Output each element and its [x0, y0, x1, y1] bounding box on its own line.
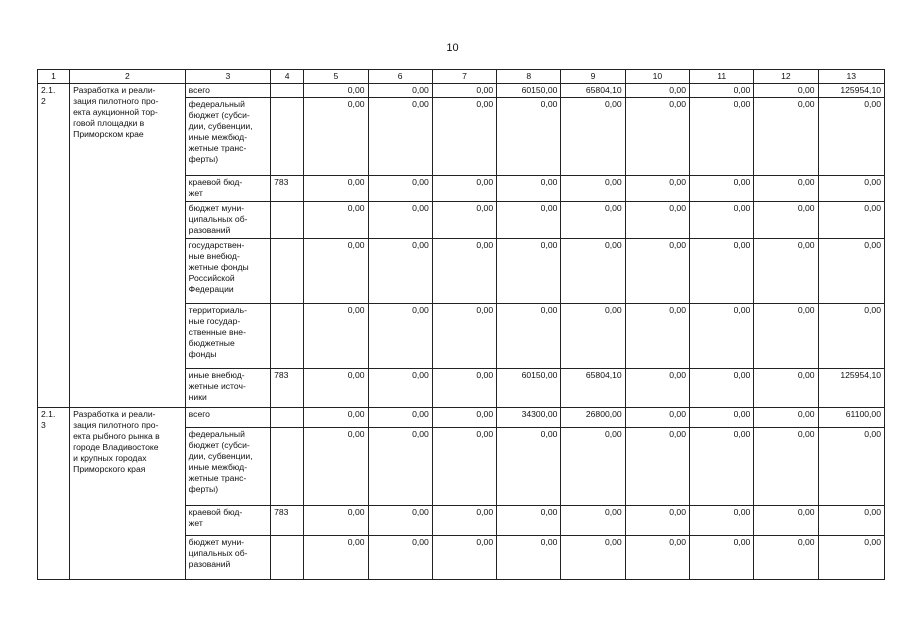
value-cell: 65804,10: [561, 84, 625, 98]
value-cell: 0,00: [625, 239, 689, 304]
value-cell: 0,00: [432, 369, 496, 408]
funding-source: государствен- ные внебюд- жетные фонды Российской Федерации: [185, 239, 270, 304]
value-cell: 0,00: [625, 176, 689, 202]
value-cell: 0,00: [625, 408, 689, 428]
budget-code: [271, 536, 304, 580]
value-cell: 0,00: [497, 304, 561, 369]
value-cell: 0,00: [497, 176, 561, 202]
header-cell: 1: [38, 70, 70, 84]
value-cell: 0,00: [690, 506, 754, 536]
value-cell: 0,00: [497, 239, 561, 304]
value-cell: 0,00: [690, 304, 754, 369]
value-cell: 0,00: [625, 84, 689, 98]
value-cell: 0,00: [432, 239, 496, 304]
value-cell: 125954,10: [818, 369, 884, 408]
budget-code: [271, 202, 304, 239]
budget-code: [271, 239, 304, 304]
value-cell: 0,00: [432, 304, 496, 369]
value-cell: 0,00: [754, 202, 818, 239]
value-cell: 0,00: [368, 84, 432, 98]
value-cell: 0,00: [304, 176, 368, 202]
header-cell: 4: [271, 70, 304, 84]
header-cell: 13: [818, 70, 884, 84]
value-cell: 0,00: [690, 98, 754, 176]
header-row: [38, 70, 885, 84]
table-row: [38, 84, 885, 98]
value-cell: 0,00: [368, 239, 432, 304]
value-cell: 61100,00: [818, 408, 884, 428]
value-cell: 0,00: [754, 98, 818, 176]
value-cell: 0,00: [304, 536, 368, 580]
value-cell: 0,00: [432, 176, 496, 202]
budget-code: [271, 98, 304, 176]
value-cell: 0,00: [497, 98, 561, 176]
value-cell: 0,00: [304, 428, 368, 506]
header-cell: 10: [625, 70, 689, 84]
value-cell: 0,00: [818, 202, 884, 239]
funding-source: бюджет муни- ципальных об- разований: [185, 536, 270, 580]
value-cell: 0,00: [497, 428, 561, 506]
item-name: Разработка и реали- зация пилотного про- екта рыбного рынка в городе Владивостоке и крупных городах Приморского края: [70, 408, 186, 580]
value-cell: 0,00: [368, 304, 432, 369]
value-cell: 0,00: [432, 428, 496, 506]
value-cell: 0,00: [304, 202, 368, 239]
value-cell: 0,00: [818, 176, 884, 202]
value-cell: 65804,10: [561, 369, 625, 408]
funding-source: краевой бюд- жет: [185, 176, 270, 202]
value-cell: 0,00: [690, 84, 754, 98]
funding-source: всего: [185, 84, 270, 98]
budget-code: 783: [271, 369, 304, 408]
value-cell: 0,00: [561, 304, 625, 369]
value-cell: 0,00: [497, 202, 561, 239]
value-cell: 0,00: [561, 428, 625, 506]
value-cell: 0,00: [625, 536, 689, 580]
funding-source: иные внебюд- жетные источ- ники: [185, 369, 270, 408]
value-cell: 0,00: [304, 84, 368, 98]
value-cell: 0,00: [818, 428, 884, 506]
value-cell: 0,00: [432, 202, 496, 239]
value-cell: 60150,00: [497, 84, 561, 98]
value-cell: 34300,00: [497, 408, 561, 428]
value-cell: 0,00: [368, 506, 432, 536]
header-cell: 3: [185, 70, 270, 84]
value-cell: 0,00: [368, 202, 432, 239]
value-cell: 0,00: [304, 98, 368, 176]
funding-source: федеральный бюджет (субси- дии, субвенции, иные межбюд- жетные транс- ферты): [185, 428, 270, 506]
value-cell: 0,00: [690, 408, 754, 428]
value-cell: 60150,00: [497, 369, 561, 408]
value-cell: 0,00: [754, 176, 818, 202]
value-cell: 0,00: [304, 408, 368, 428]
value-cell: 0,00: [754, 428, 818, 506]
item-index: 2.1. 3: [38, 408, 70, 580]
funding-source: краевой бюд- жет: [185, 506, 270, 536]
budget-code: [271, 408, 304, 428]
header-cell: 6: [368, 70, 432, 84]
value-cell: 0,00: [368, 536, 432, 580]
value-cell: 0,00: [304, 239, 368, 304]
value-cell: 0,00: [754, 304, 818, 369]
value-cell: 0,00: [754, 239, 818, 304]
funding-source: федеральный бюджет (субси- дии, субвенции, иные межбюд- жетные транс- ферты): [185, 98, 270, 176]
value-cell: 0,00: [818, 304, 884, 369]
value-cell: 0,00: [304, 304, 368, 369]
budget-code: 783: [271, 176, 304, 202]
header-cell: 12: [754, 70, 818, 84]
value-cell: 26800,00: [561, 408, 625, 428]
value-cell: 0,00: [304, 369, 368, 408]
value-cell: 0,00: [818, 536, 884, 580]
table-body: [38, 84, 885, 580]
value-cell: 0,00: [561, 239, 625, 304]
budget-table: [37, 69, 885, 580]
value-cell: 0,00: [561, 98, 625, 176]
value-cell: 0,00: [625, 98, 689, 176]
budget-code: 783: [271, 506, 304, 536]
header-cell: 7: [432, 70, 496, 84]
value-cell: 0,00: [690, 239, 754, 304]
funding-source: всего: [185, 408, 270, 428]
header-cell: 2: [70, 70, 186, 84]
value-cell: 0,00: [754, 506, 818, 536]
item-index: 2.1. 2: [38, 84, 70, 408]
value-cell: 0,00: [561, 176, 625, 202]
value-cell: 0,00: [432, 84, 496, 98]
table-row: [38, 408, 885, 428]
value-cell: 0,00: [304, 506, 368, 536]
value-cell: 0,00: [754, 84, 818, 98]
value-cell: 0,00: [754, 536, 818, 580]
value-cell: 0,00: [625, 369, 689, 408]
value-cell: 0,00: [754, 369, 818, 408]
value-cell: 0,00: [368, 98, 432, 176]
value-cell: 0,00: [690, 369, 754, 408]
value-cell: 0,00: [625, 202, 689, 239]
value-cell: 0,00: [368, 408, 432, 428]
value-cell: 0,00: [690, 176, 754, 202]
value-cell: 0,00: [368, 428, 432, 506]
value-cell: 0,00: [368, 176, 432, 202]
budget-code: [271, 428, 304, 506]
value-cell: 0,00: [818, 98, 884, 176]
budget-code: [271, 84, 304, 98]
value-cell: 0,00: [754, 408, 818, 428]
value-cell: 0,00: [625, 304, 689, 369]
value-cell: 0,00: [690, 536, 754, 580]
budget-code: [271, 304, 304, 369]
header-cell: 8: [497, 70, 561, 84]
value-cell: 0,00: [561, 536, 625, 580]
value-cell: 0,00: [368, 369, 432, 408]
value-cell: 0,00: [625, 428, 689, 506]
value-cell: 0,00: [690, 428, 754, 506]
value-cell: 0,00: [432, 536, 496, 580]
value-cell: 0,00: [497, 506, 561, 536]
header-cell: 11: [690, 70, 754, 84]
value-cell: 0,00: [561, 506, 625, 536]
value-cell: 0,00: [432, 98, 496, 176]
value-cell: 0,00: [561, 202, 625, 239]
value-cell: 0,00: [818, 506, 884, 536]
value-cell: 0,00: [818, 239, 884, 304]
page-number: 10: [446, 42, 459, 54]
funding-source: территориаль- ные государ- ственные вне- бюджетные фонды: [185, 304, 270, 369]
value-cell: 0,00: [432, 506, 496, 536]
value-cell: 0,00: [497, 536, 561, 580]
value-cell: 0,00: [625, 506, 689, 536]
item-name: Разработка и реали- зация пилотного про- екта аукционной тор- говой площадки в Приморском крае: [70, 84, 186, 408]
header-cell: 5: [304, 70, 368, 84]
header-cell: 9: [561, 70, 625, 84]
funding-source: бюджет муни- ципальных об- разований: [185, 202, 270, 239]
value-cell: 0,00: [690, 202, 754, 239]
value-cell: 0,00: [432, 408, 496, 428]
value-cell: 125954,10: [818, 84, 884, 98]
